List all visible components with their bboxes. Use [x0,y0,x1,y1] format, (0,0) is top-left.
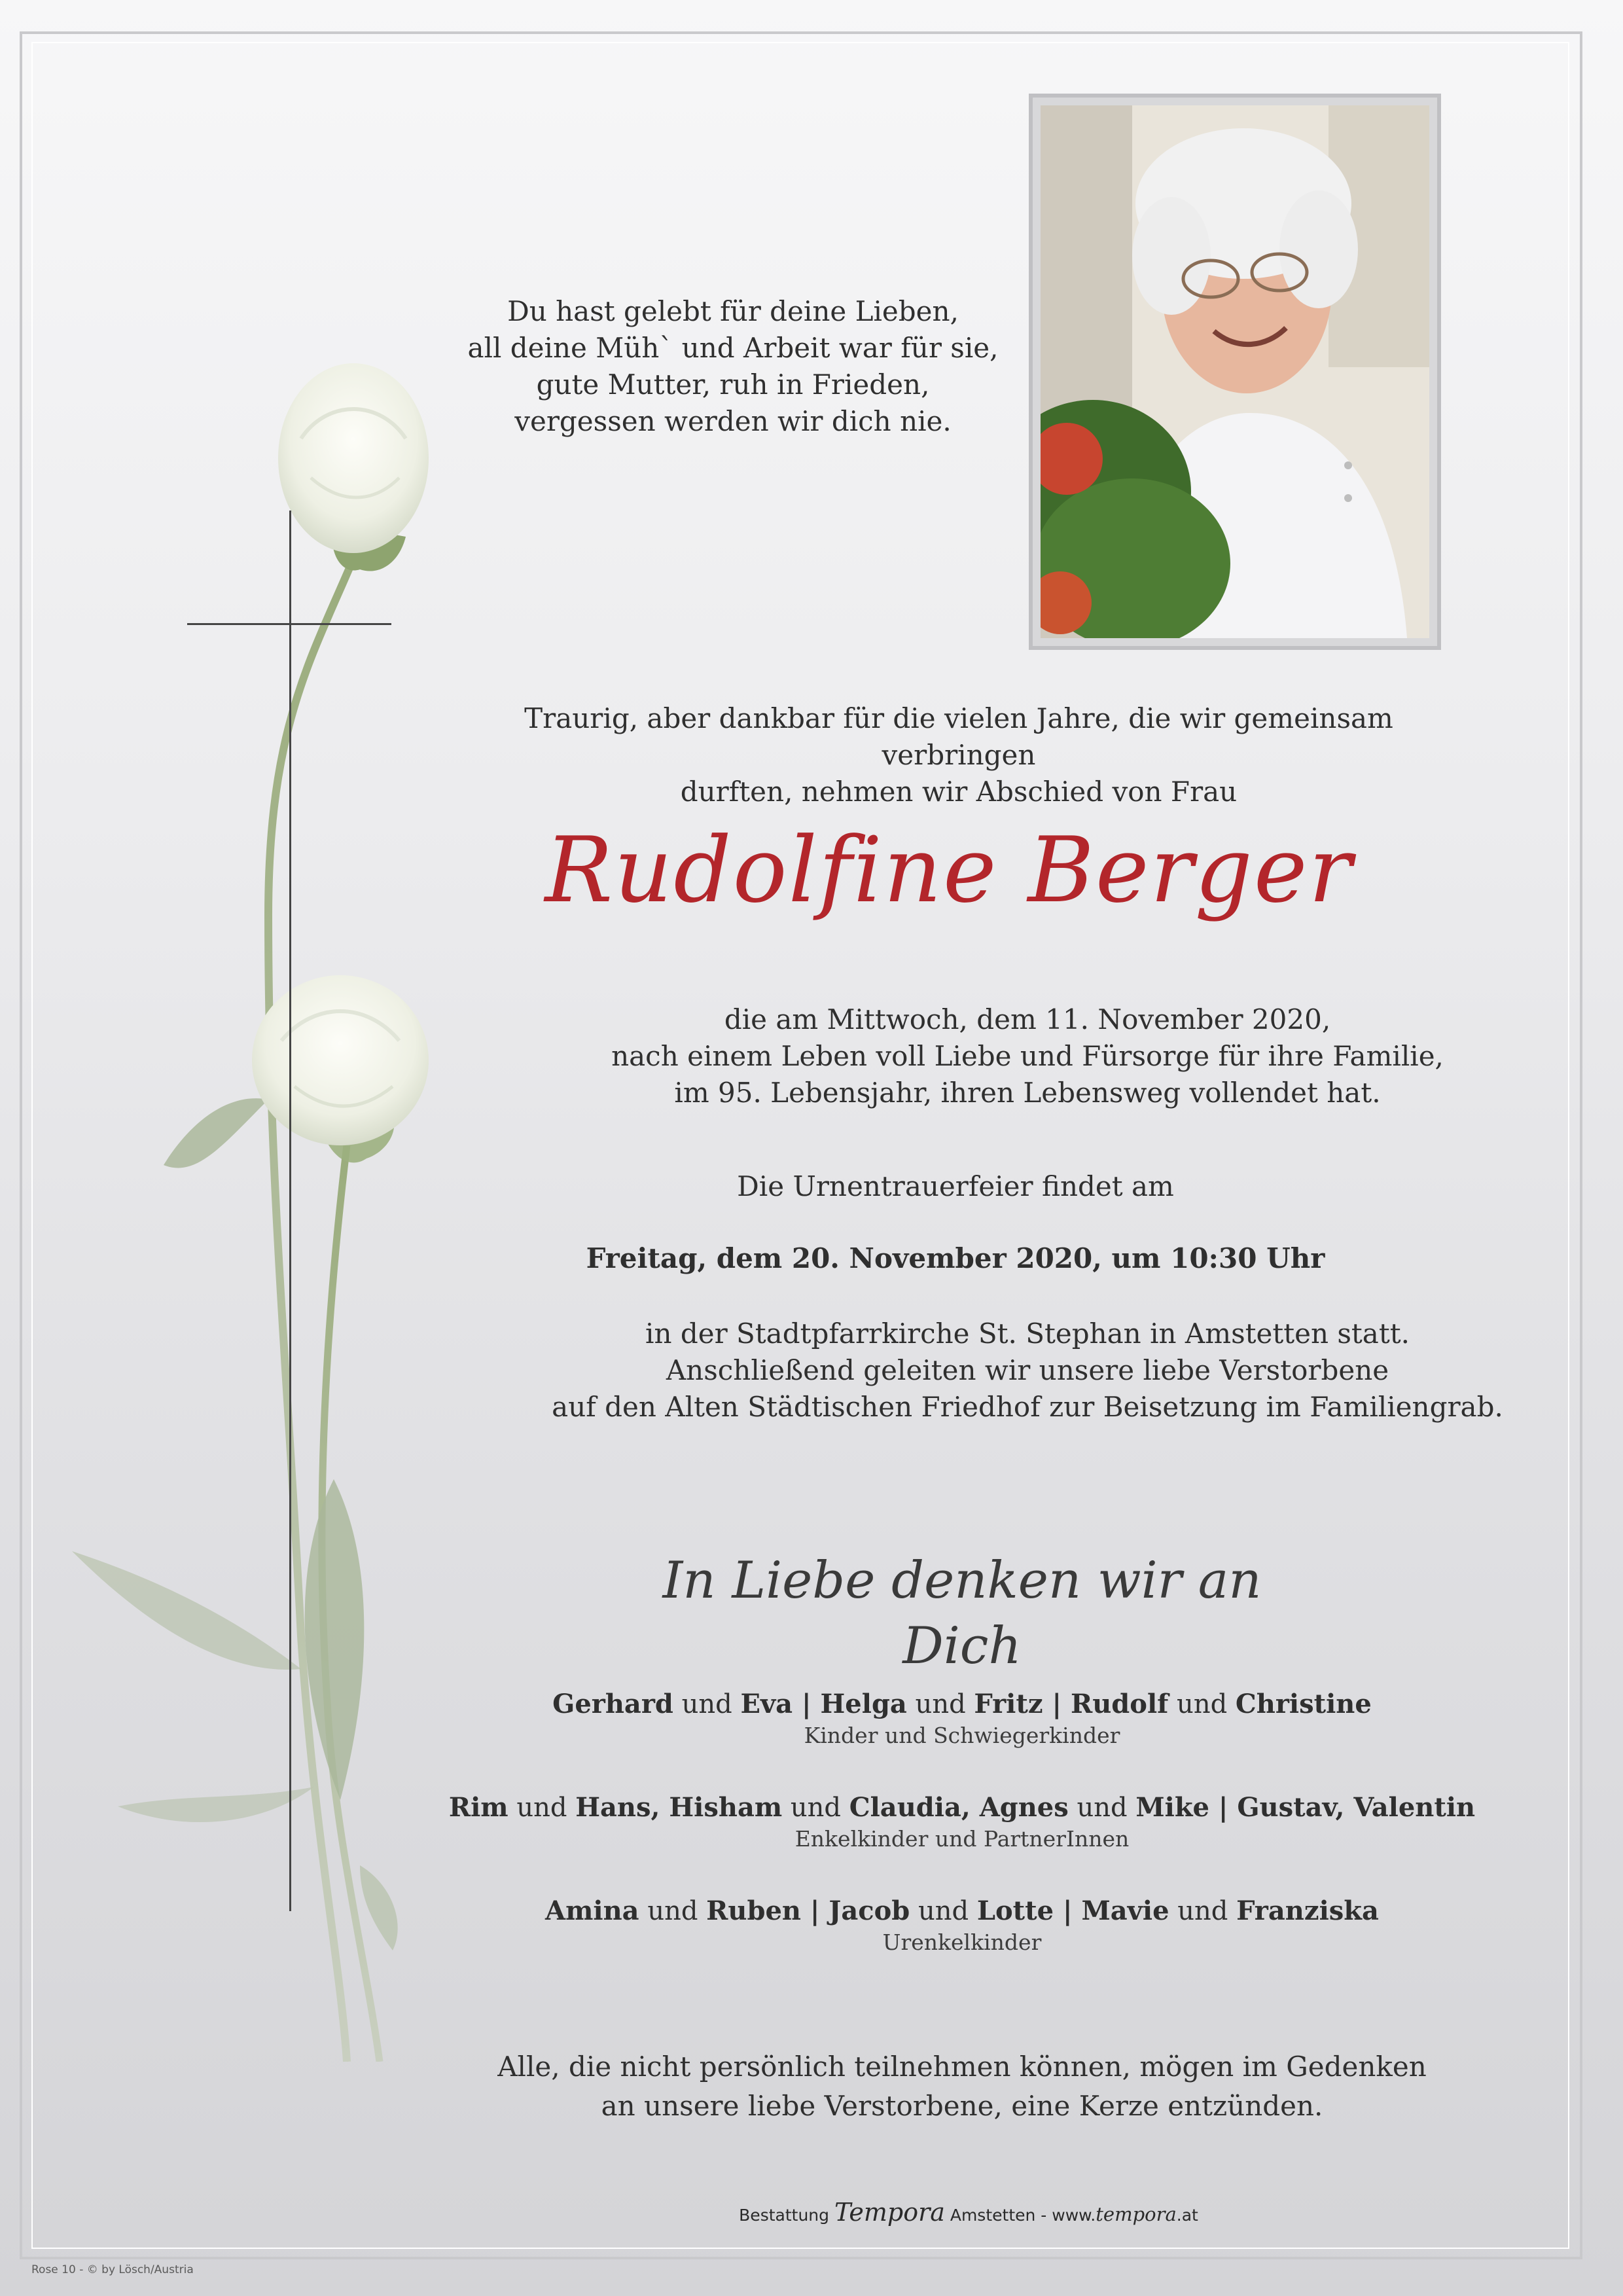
family-group-grandchildren [419,1791,1505,1854]
closing-line: an unsere liebe Verstorbene, eine Kerze entzünden. [601,2090,1323,2122]
family-name-part: Helga [820,1689,907,1719]
details-line: die am Mittwoch, dem 11. November 2020, [724,1003,1331,1035]
ceremony-intro: Die Urnentrauerfeier findet am [737,1170,1174,1202]
family-name-part: und [906,1689,974,1719]
location-line: in der Stadtpfarrkirche St. Stephan in Amstetten statt. [645,1318,1410,1350]
family-name-part: und [639,1896,707,1926]
family-name-part: Franziska [1236,1895,1379,1926]
family-group-great-grandchildren [419,1894,1505,1957]
leaf-3 [164,1098,268,1168]
poem-line: all deine Müh` und Arbeit war für sie, [467,332,999,364]
family-role: Kinder und Schwiegerkinder [804,1723,1120,1748]
family-name-part: | [793,1689,821,1719]
family-name-part: Rim [448,1792,508,1823]
footer-site-brand: tempora [1096,2203,1177,2225]
intro-line: Traurig, aber dankbar für die vielen Jahre, die wir gemeinsam verbringen [524,702,1393,771]
rose-stem-1 [268,543,360,2062]
farewell-intro [452,700,1466,810]
closing-line: Alle, die nicht persönlich teilnehmen können, mögen im Gedenken [497,2051,1427,2083]
family-name-part: Mavie [1081,1895,1169,1926]
leaf-5 [360,1865,398,1950]
family-name-part: Lotte [976,1895,1054,1926]
footer-middle: Amstetten - www. [944,2206,1096,2225]
family-role: Enkelkinder und PartnerInnen [794,1826,1130,1852]
cross-horizontal-bar [187,623,391,625]
family-name-part: Gustav, Valentin [1237,1792,1476,1823]
family-name-part: Hans, Hisham [575,1792,783,1823]
footer-brand: Tempora [834,2198,945,2227]
funeral-home-footer [589,2199,1348,2229]
family-name-part: Mike [1135,1792,1209,1823]
family-group-children [419,1687,1505,1750]
intro-line: durften, nehmen wir Abschied von Frau [680,776,1238,808]
family-name-part: Jacob [829,1895,910,1926]
family-name-part: Ruben [706,1895,801,1926]
family-name-part: Gerhard [552,1689,673,1719]
rose-bloom-bottom [252,975,429,1145]
ceremony-location [497,1316,1558,1426]
family-name-part: | [801,1895,829,1926]
closing-note [458,2047,1466,2126]
portrait-photo [1041,105,1429,638]
location-line: auf den Alten Städtischen Friedhof zur Beisetzung im Familiengrab. [552,1391,1503,1423]
family-name-part: und [1168,1689,1236,1719]
portrait-photo-frame [1029,94,1441,650]
family-name-part: Rudolf [1070,1689,1169,1719]
family-name-part: und [1169,1896,1237,1926]
family-name-part: und [508,1793,576,1823]
family-name-part: Amina [545,1895,639,1926]
family-names [419,1687,1505,1721]
ceremony-date: Freitag, dem 20. November 2020, um 10:30 Uhr [586,1242,1325,1274]
details-line: im 95. Lebensjahr, ihren Lebensweg vollendet hat. [674,1077,1381,1109]
family-name-part: | [1054,1895,1082,1926]
footer-prefix: Bestattung [739,2206,834,2225]
family-name-part: Claudia, Agnes [849,1792,1069,1823]
leaf-4 [118,1787,314,1822]
family-name-part: und [1068,1793,1136,1823]
death-details [497,1001,1558,1111]
white-rose-illustration [52,327,471,2062]
memory-heading: In Liebe denken wir an Dich [662,1551,1262,1676]
footer-suffix: .at [1176,2206,1198,2225]
deceased-name: Rudolfine Berger [544,817,1353,923]
family-name-part: und [910,1896,977,1926]
leaf-2 [72,1551,301,1670]
poem-line: vergessen werden wir dich nie. [514,405,952,437]
design-credit: Rose 10 - © by Lösch/Austria [31,2263,194,2276]
poem-verse [419,293,1047,440]
poem-line: Du hast gelebt für deine Lieben, [507,295,959,327]
family-names [419,1894,1505,1928]
family-name-part: Eva [740,1689,793,1719]
family-name-part: Christine [1235,1689,1372,1719]
cross-vertical-bar [289,511,291,1911]
family-name-part: und [782,1793,849,1823]
family-name-part: | [1209,1792,1238,1823]
family-names [419,1791,1505,1825]
details-line: nach einem Leben voll Liebe und Fürsorge für ihre Familie, [611,1040,1444,1072]
family-name-part: | [1043,1689,1071,1719]
location-line: Anschließend geleiten wir unsere liebe Verstorbene [666,1354,1389,1386]
poem-line: gute Mutter, ruh in Frieden, [536,368,930,401]
family-name-part: und [673,1689,741,1719]
family-role: Urenkelkinder [882,1929,1042,1955]
family-name-part: Fritz [974,1689,1043,1719]
rose-bloom-top [278,363,429,553]
